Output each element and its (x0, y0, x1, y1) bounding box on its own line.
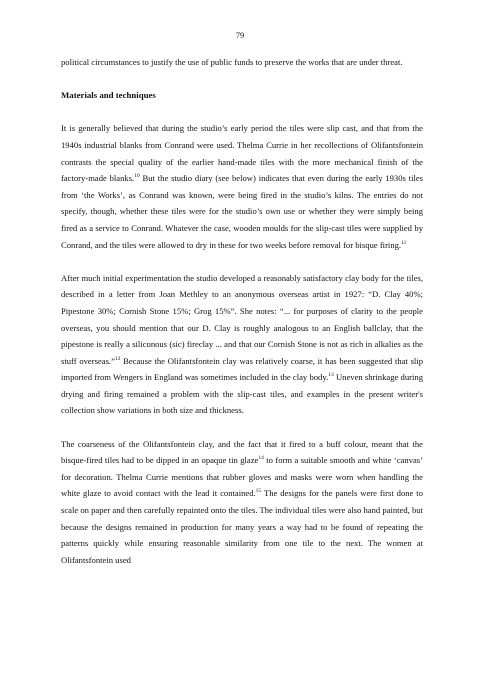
footnote-ref-11[interactable]: 11 (401, 239, 407, 246)
section-heading: Materials and techniques (61, 90, 156, 101)
paragraph-text: to form a suitable smooth and white ‘canvas’ for decoration. Thelma Currie mentions that rubber gloves and masks were worn when handling the white glaze to avoid contact with the lead it contained. (61, 455, 423, 499)
footnote-ref-13[interactable]: 13 (328, 372, 334, 379)
page-number: 79 (235, 30, 245, 40)
paragraph-tiles-origin (61, 120, 423, 253)
paragraph-clay-body (61, 270, 423, 419)
page-body (61, 54, 423, 568)
footnote-ref-15[interactable]: 15 (255, 488, 262, 495)
paragraph-text: It is generally believed that during the studio’s early period the tiles were slip cast, and that from the 1940s industrial blanks from Conrand were used. Thelma Currie in her recollections of Olifantsfontein contrasts the special quality of the earlier hand-made tiles with the more mechanical finish of the factory-made blanks. (61, 123, 423, 184)
continued-paragraph: political circumstances to justify the use of public funds to preserve the works that are under threat. (61, 57, 403, 67)
paragraph-text: The designs for the panels were first done to scale on paper and then carefully repainted onto the tiles. The individual tiles were also hand painted, but because the designs remained in production for many years a way had to be found of repeating the patterns quickly while ensuring reasonable similarity from one tile to the next. The women at Olifantsfontein used (61, 488, 423, 565)
footnote-ref-10[interactable]: 10 (134, 173, 140, 180)
paragraph-text: The coarseness of the Olifantsfontein clay, and the fact that it fired to a buff colour, meant that the bisque-fired tiles had to be dipped in an opaque tin glaze (61, 438, 423, 466)
footnote-ref-14[interactable]: 14 (258, 455, 264, 462)
paragraph-text: After much initial experimentation the studio developed a reasonably satisfactory clay body for the tiles, described in a letter from Joan Methley to an anonymous overseas artist in 1927: “D. Clay 40%; Pipestone 30%; Cornish Stone 15%; Grog 15%”. She notes: “... for purposes of clarity to the people overseas, you should mention that our D. Clay is roughly analogous to an English ballclay, that the pipestone is really a siliconous (sic) fireclay ... and that our Cornish Stone is not as rich in alkalies as the stuff overseas.” (61, 272, 423, 366)
paragraph-text: Uneven shrinkage during drying and firing remained a problem with the slip-cast tiles, and examples in the present writer's collection show variations in both size and thickness. (61, 372, 423, 416)
paragraph-glazing (61, 436, 423, 569)
paragraph-text: But the studio diary (see below) indicates that even during the early 1930s tiles from ‘the Works’, as Conrand was known, were being fired in the studio’s kilns. The entries do not specify, though, whether these tiles were for the studio’s own use or whether they were simply being fired as a service to Conrand. Whatever the case, wooden moulds for the slip-cast tiles were supplied by Conrand, and the tiles were allowed to dry in these for two weeks before removal for bisque firing. (61, 173, 423, 250)
footnote-ref-12[interactable]: 12 (114, 355, 121, 362)
paragraph-text: Because the Olifantsfontein clay was relatively coarse, it has been suggested that slip imported from Wengers in England was sometimes included in the clay body. (61, 355, 423, 383)
